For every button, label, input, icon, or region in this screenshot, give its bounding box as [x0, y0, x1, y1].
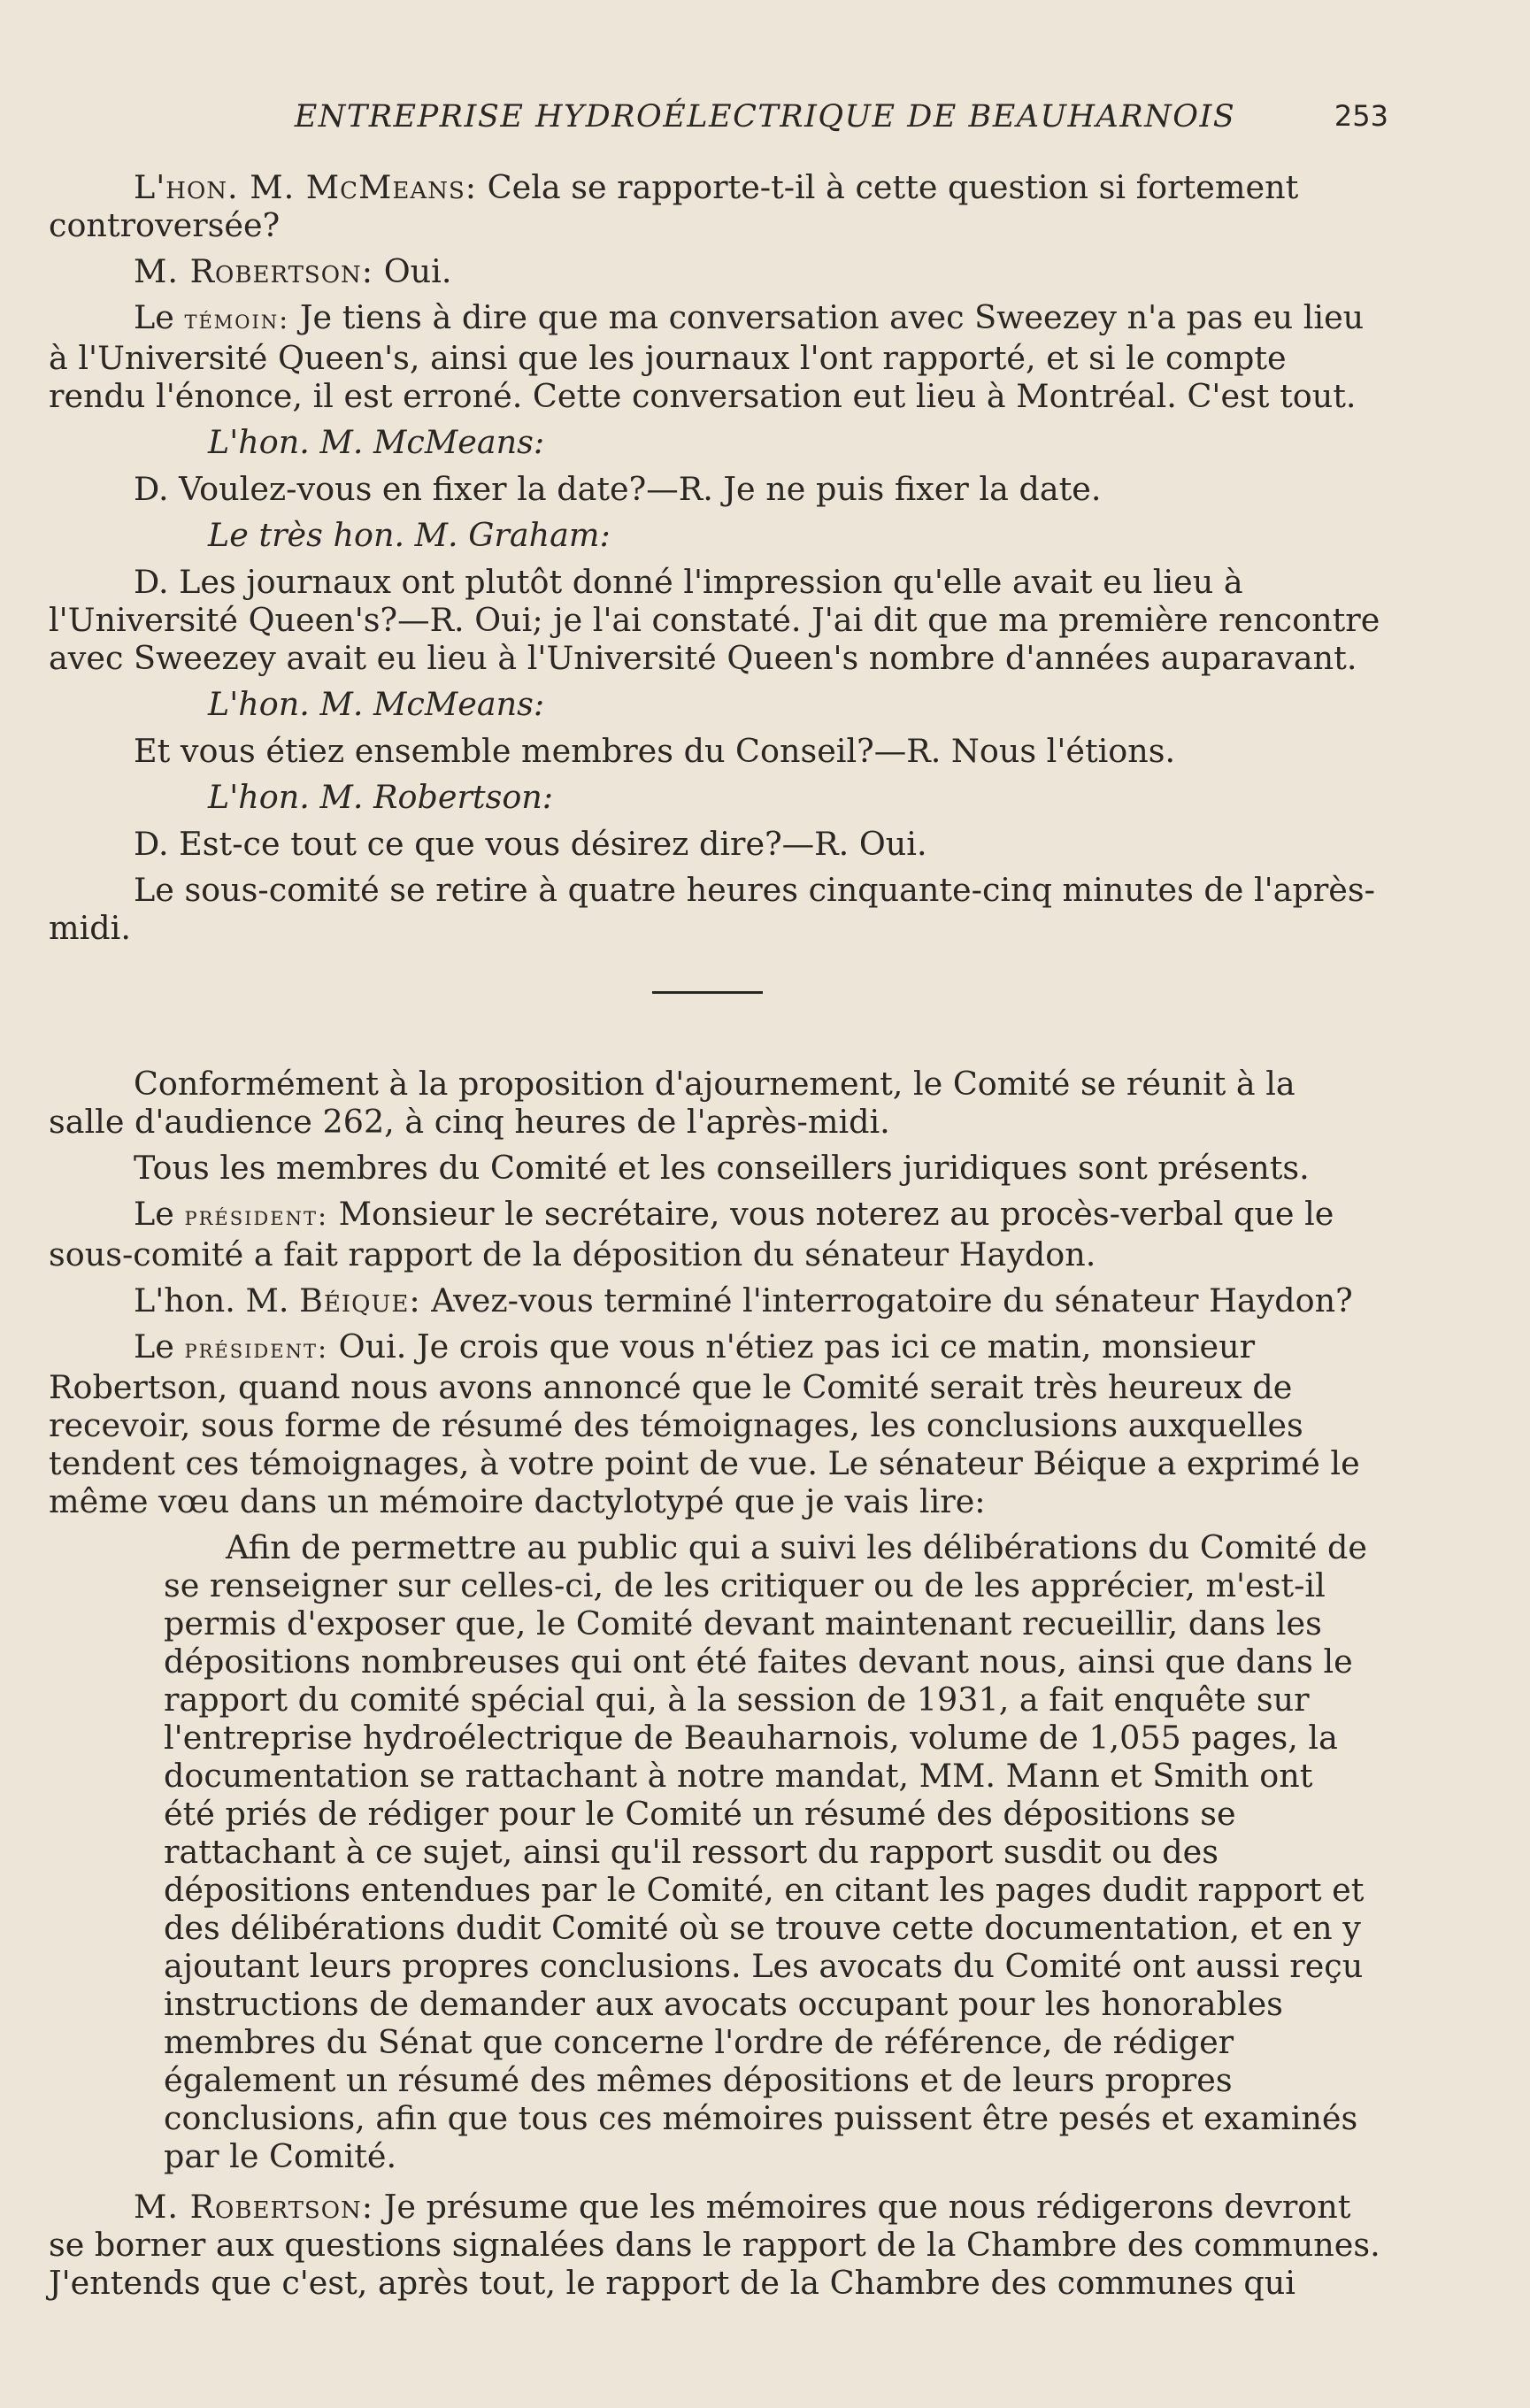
speaker-lead: Le	[134, 298, 174, 336]
paragraph	[49, 168, 1380, 244]
paragraph-text: Cela se rapporte-t-il à cette question si fortement controversée?	[49, 168, 1299, 244]
speaker-name: Béique:	[299, 1281, 421, 1319]
speaker-heading: L'hon. M. McMeans:	[208, 685, 545, 723]
speaker-name: président:	[184, 1201, 329, 1232]
document-body	[49, 168, 1380, 2310]
paragraph-text: Oui. Je crois que vous n'étiez pas ici ce matin, monsieur Robertson, quand nous avons annoncé que le Comité serait très heureux de recevoir, sous forme de résumé des témoignages, les conclusions auxquelles tendent ces témoignages, à votre point de vue. Le sénateur Béique a exprimé le même vœu dans un mémoire dactylotypé que je vais lire:	[49, 1327, 1360, 1520]
paragraph	[49, 2188, 1380, 2302]
page-number: 253	[1334, 99, 1388, 133]
paragraph	[49, 252, 1380, 290]
paragraph	[49, 1327, 1380, 1520]
speaker-lead: Le	[134, 1195, 174, 1233]
paragraph: D. Les journaux ont plutôt donné l'impression qu'elle avait eu lieu à l'Université Queen's?—R. Oui; je l'ai constaté. J'ai dit que ma première rencontre avec Sweezey avait eu lieu à l'Université Queen's nombre d'années auparavant.	[49, 563, 1380, 677]
speaker-heading: Le très hon. M. Graham:	[208, 516, 611, 554]
paragraph: D. Voulez-vous en fixer la date?—R. Je ne puis fixer la date.	[134, 470, 1102, 508]
paragraph	[49, 298, 1380, 415]
paragraph: Et vous étiez ensemble membres du Conseil?—R. Nous l'étions.	[134, 732, 1176, 770]
speaker-heading: L'hon. M. McMeans:	[208, 423, 545, 461]
paragraph: Conformément à la proposition d'ajournement, le Comité se réunit à la salle d'audience 262, à cinq heures de l'après-midi.	[49, 1065, 1296, 1141]
speaker-name: L'hon. M. McMeans:	[134, 168, 478, 206]
paragraph-text: Avez-vous terminé l'interrogatoire du sénateur Haydon?	[420, 1281, 1353, 1319]
paragraph-text: Je présume que les mémoires que nous rédigerons devront se borner aux questions signalées dans le rapport de la Chambre des communes. J'entends que c'est, après tout, le rapport de la Chambre des communes qui	[49, 2188, 1380, 2302]
running-title: ENTREPRISE HYDROÉLECTRIQUE DE BEAUHARNOIS	[294, 99, 1236, 135]
speaker-heading: L'hon. M. Robertson:	[208, 778, 554, 816]
section-divider	[652, 991, 763, 994]
page-header	[0, 88, 1530, 142]
speaker-name: président:	[184, 1334, 329, 1365]
paragraph: Le sous-comité se retire à quatre heures cinquante-cinq minutes de l'après-midi.	[49, 871, 1375, 947]
speaker-name: M. Robertson:	[134, 252, 374, 290]
speaker-lead: Le	[134, 1327, 174, 1366]
paragraph: D. Est-ce tout ce que vous désirez dire?—R. Oui.	[134, 825, 927, 863]
paragraph	[49, 1195, 1380, 1273]
speaker-lead: L'hon. M.	[134, 1281, 289, 1319]
paragraph	[49, 1281, 1380, 1319]
paragraph-text: Oui.	[373, 252, 452, 290]
paragraph-text: Je tiens à dire que ma conversation avec Sweezey n'a pas eu lieu à l'Université Queen's, ainsi que les journaux l'ont rapporté, et si le compte rendu l'énonce, il est erroné. Cette conversation eut lieu à Montréal. C'est tout.	[49, 298, 1365, 415]
speaker-name: M. Robertson:	[134, 2188, 374, 2226]
paragraph-text: Monsieur le secrétaire, vous noterez au procès-verbal que le sous-comité a fait rapport de la déposition du sénateur Haydon.	[49, 1195, 1334, 1273]
paragraph: Tous les membres du Comité et les conseillers juridiques sont présents.	[134, 1149, 1310, 1187]
block-quote: Afin de permettre au public qui a suivi les délibérations du Comité de se renseigner sur celles-ci, de les critiquer ou de les apprécier, m'est-il permis d'exposer que, le Comité devant maintenant recueillir, dans les dépositions nombreuses qui ont été faites devant nous, ainsi que dans le rapport du comité spécial qui, à la session de 1931, a fait enquête sur l'entreprise hydroélectrique de Beauharnois, volume de 1,055 pages, la documentation se rattachant à notre mandat, MM. Mann et Smith ont été priés de rédiger pour le Comité un résumé des dépositions se rattachant à ce sujet, ainsi qu'il ressort du rapport susdit ou des dépositions entendues par le Comité, en citant les pages dudit rapport et des délibérations dudit Comité où se trouve cette documentation, et en y ajoutant leurs propres conclusions. Les avocats du Comité ont aussi reçu instructions de demander aux avocats occupant pour les honorables membres du Sénat que concerne l'ordre de référence, de rédiger également un résumé des mêmes dépositions et de leurs propres conclusions, afin que tous ces mémoires puissent être pesés et examinés par le Comité.	[164, 1528, 1367, 2175]
speaker-name: témoin:	[184, 304, 290, 335]
